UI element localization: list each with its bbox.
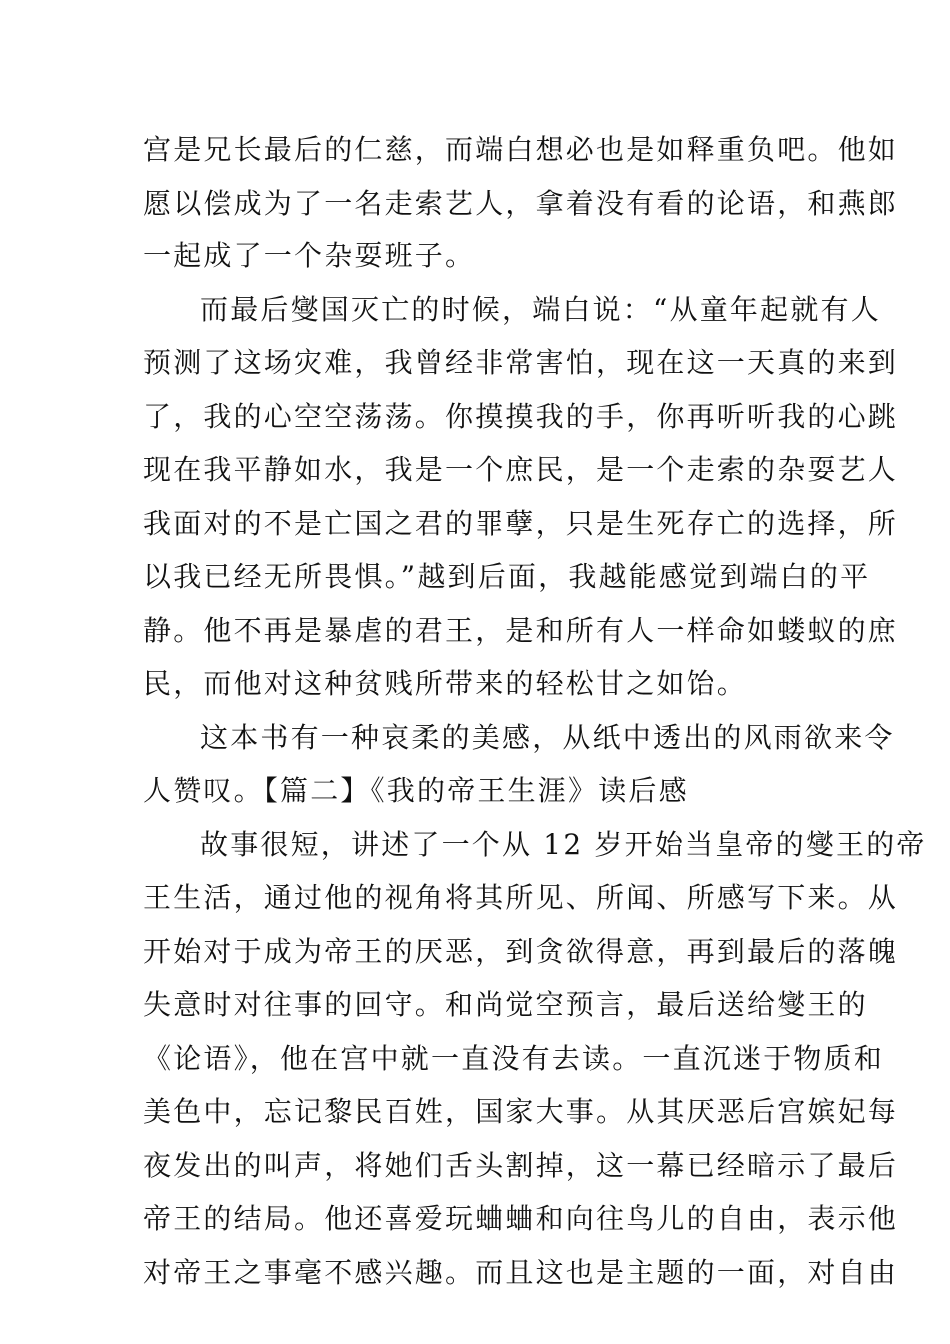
text-line: 预测了这场灾难，我曾经非常害怕，现在这一天真的来到 [143,346,899,379]
text-line: 《论语》，他在宫中就一直没有去读。一直沉迷于物质和 [143,1042,885,1075]
text-line: 了，我的心空空荡荡。你摸摸我的手，你再听听我的心跳 [143,400,899,433]
text-line: 人赞叹。【篇二】《我的帝王生涯》读后感 [143,774,689,807]
text-line: 民，而他对这种贫贱所带来的轻松甘之如饴。 [143,667,748,700]
text-line: 夜发出的叫声，将她们舌头割掉，这一幕已经暗示了最后 [143,1149,899,1182]
text-line: 故事很短，讲述了一个从 12 岁开始当皇帝的燮王的帝 [200,828,927,861]
text-line: 对帝王之事毫不感兴趣。而且这也是主题的一面，对自由 [143,1256,899,1289]
text-line: 美色中，忘记黎民百姓，国家大事。从其厌恶后宫嫔妃每 [143,1095,899,1128]
text-line: 宫是兄长最后的仁慈，而端白想必也是如释重负吧。他如 [143,133,899,166]
text-line: 帝王的结局。他还喜爱玩蛐蛐和向往鸟儿的自由，表示他 [143,1202,899,1235]
text-line: 我面对的不是亡国之君的罪孽，只是生死存亡的选择，所 [143,507,899,540]
text-line: 现在我平静如水，我是一个庶民，是一个走索的杂耍艺人 [143,453,899,486]
text-line: 王生活，通过他的视角将其所见、所闻、所感写下来。从 [143,881,899,914]
text-line: 开始对于成为帝王的厌恶，到贪欲得意，再到最后的落魄 [143,935,899,968]
text-line: 以我已经无所畏惧。”越到后面，我越能感觉到端白的平 [143,560,871,593]
text-line: 这本书有一种哀柔的美感，从纸中透出的风雨欲来令 [200,721,895,754]
text-line: 一起成了一个杂耍班子。 [143,239,476,272]
text-line: 而最后燮国灭亡的时候，端白说：“从童年起就有人 [200,293,881,326]
text-line: 愿以偿成为了一名走索艺人，拿着没有看的论语，和燕郎 [143,187,899,220]
text-line: 失意时对往事的回守。和尚觉空预言，最后送给燮王的 [143,988,868,1021]
text-line: 静。他不再是暴虐的君王，是和所有人一样命如蝼蚁的庶 [143,614,899,647]
